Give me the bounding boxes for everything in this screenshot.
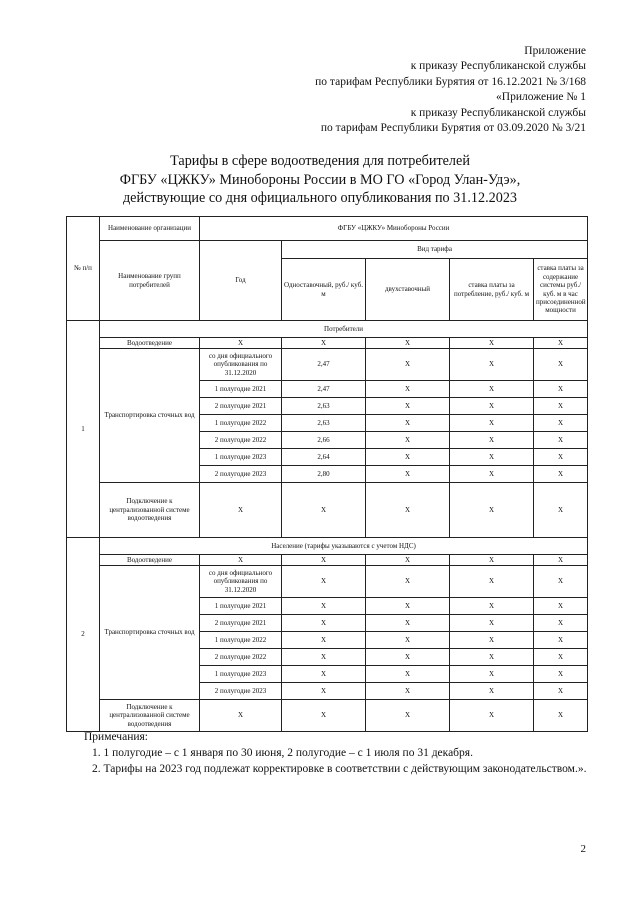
cell-v3: Х bbox=[450, 449, 534, 466]
group-label: Наименование групп потребителей bbox=[100, 241, 200, 321]
cell-v2: Х bbox=[366, 466, 450, 483]
cell-v3: Х bbox=[450, 566, 534, 598]
cell-v3: Х bbox=[450, 683, 534, 700]
cell-v4: Х bbox=[534, 566, 588, 598]
header-line: Приложение bbox=[524, 45, 586, 57]
cell-v1: Х bbox=[282, 700, 366, 732]
cell-v2: Х bbox=[366, 632, 450, 649]
notes-block bbox=[84, 729, 587, 777]
group-name: Транспортировка сточных вод bbox=[100, 566, 200, 700]
cell-v3: Х bbox=[450, 632, 534, 649]
cell-v4: Х bbox=[534, 349, 588, 381]
cell-year: 1 полугодие 2023 bbox=[200, 666, 282, 683]
section-number: 2 bbox=[67, 538, 100, 732]
header-block bbox=[315, 44, 586, 136]
org-label: Наименование организации bbox=[100, 217, 200, 241]
cell-v1: 2,47 bbox=[282, 349, 366, 381]
group-name: Транспортировка сточных вод bbox=[100, 349, 200, 483]
cell-year: со дня официального опубликования по 31.12.2020 bbox=[200, 349, 282, 381]
group-name: Подключение к централизованной системе водоотведения bbox=[100, 483, 200, 538]
cell-v1: 2,47 bbox=[282, 381, 366, 398]
cell-v3: Х bbox=[450, 666, 534, 683]
cell-v2: Х bbox=[366, 649, 450, 666]
cell-year: 2 полугодие 2023 bbox=[200, 683, 282, 700]
cell-v3: Х bbox=[450, 432, 534, 449]
cell-v2: Х bbox=[366, 483, 450, 538]
cell-v4: Х bbox=[534, 415, 588, 432]
cell-v2: Х bbox=[366, 381, 450, 398]
cell-v2: Х bbox=[366, 566, 450, 598]
cell-v3: Х bbox=[450, 338, 534, 349]
cell-v3: Х bbox=[450, 483, 534, 538]
tariff-table bbox=[66, 216, 588, 732]
page-number: 2 bbox=[580, 843, 586, 855]
cell-v3: Х bbox=[450, 349, 534, 381]
cell-v1: Х bbox=[282, 649, 366, 666]
cell-v2: Х bbox=[366, 432, 450, 449]
cell-v2: Х bbox=[366, 449, 450, 466]
cell-v4: Х bbox=[534, 381, 588, 398]
cell-year: Х bbox=[200, 555, 282, 566]
cell-v2: Х bbox=[366, 338, 450, 349]
section-number: 1 bbox=[67, 321, 100, 538]
cell-year: 2 полугодие 2023 bbox=[200, 466, 282, 483]
note-item: 1. 1 полугодие – с 1 января по 30 июня, 2 полугодие – с 1 июля по 31 декабря. bbox=[92, 747, 473, 759]
group-name: Водоотведение bbox=[100, 338, 200, 349]
cell-v4: Х bbox=[534, 598, 588, 615]
header-line: к приказу Республиканской службы bbox=[410, 60, 586, 73]
cell-v4: Х bbox=[534, 666, 588, 683]
cell-v1: 2,64 bbox=[282, 449, 366, 466]
cell-v4: Х bbox=[534, 483, 588, 538]
note-item: 2. Тарифы на 2023 год подлежат корректировке в соответствии с действующим законодательством.». bbox=[92, 763, 587, 775]
cell-v2: Х bbox=[366, 598, 450, 615]
cell-v4: Х bbox=[534, 398, 588, 415]
cell-v1: 2,63 bbox=[282, 415, 366, 432]
section-heading: Потребители bbox=[100, 321, 588, 338]
cell-v4: Х bbox=[534, 449, 588, 466]
cell-year: 2 полугодие 2021 bbox=[200, 615, 282, 632]
cell-v2: Х bbox=[366, 615, 450, 632]
cell-v4: Х bbox=[534, 683, 588, 700]
cell-v1: Х bbox=[282, 683, 366, 700]
year-label: Год bbox=[200, 241, 282, 321]
table-row bbox=[67, 566, 588, 598]
header-line: по тарифам Республики Бурятия от 03.09.2020 № 3/21 bbox=[320, 122, 586, 135]
cell-v3: Х bbox=[450, 415, 534, 432]
cell-v4: Х bbox=[534, 700, 588, 732]
col-rate-consumption: ставка платы за потребление, руб./ куб. м bbox=[450, 259, 534, 321]
cell-v3: Х bbox=[450, 700, 534, 732]
table-row bbox=[67, 483, 588, 538]
cell-v1: Х bbox=[282, 598, 366, 615]
table-row bbox=[67, 338, 588, 349]
title-line: ФГБУ «ЦЖКУ» Минобороны России в МО ГО «Город Улан-Удэ», bbox=[119, 171, 521, 188]
cell-v1: Х bbox=[282, 666, 366, 683]
cell-v4: Х bbox=[534, 632, 588, 649]
cell-v4: Х bbox=[534, 432, 588, 449]
table-row bbox=[67, 700, 588, 732]
cell-v1: Х bbox=[282, 483, 366, 538]
col-one-part: Одноставочный, руб./ куб. м bbox=[282, 259, 366, 321]
group-name: Водоотведение bbox=[100, 555, 200, 566]
cell-v2: Х bbox=[366, 700, 450, 732]
cell-year: Х bbox=[200, 338, 282, 349]
col-rate-maintenance: ставка платы за содержание системы руб./куб. м в час присоединенной мощности bbox=[534, 259, 588, 321]
cell-year: Х bbox=[200, 700, 282, 732]
col-two-part: двухставочный bbox=[366, 259, 450, 321]
title-line: действующие со дня официального опубликования по 31.12.2023 bbox=[122, 190, 518, 206]
cell-year: 2 полугодие 2021 bbox=[200, 398, 282, 415]
cell-year: 1 полугодие 2022 bbox=[200, 415, 282, 432]
cell-v2: Х bbox=[366, 683, 450, 700]
cell-year: 1 полугодие 2021 bbox=[200, 598, 282, 615]
cell-year: со дня официального опубликования по 31.12.2020 bbox=[200, 566, 282, 598]
cell-v2: Х bbox=[366, 398, 450, 415]
cell-v3: Х bbox=[450, 555, 534, 566]
notes-heading: Примечания: bbox=[84, 731, 148, 743]
cell-v2: Х bbox=[366, 555, 450, 566]
col-num-header: № п/п bbox=[67, 217, 100, 321]
cell-v1: Х bbox=[282, 632, 366, 649]
header-line: по тарифам Республики Бурятия от 16.12.2021 № 3/168 bbox=[315, 75, 586, 88]
section-heading: Население (тарифы указываются с учетом НДС) bbox=[100, 538, 588, 555]
org-name: ФГБУ «ЦЖКУ» Минобороны России bbox=[200, 217, 588, 241]
group-name: Подключение к централизованной системе водоотведения bbox=[100, 700, 200, 732]
cell-year: Х bbox=[200, 483, 282, 538]
cell-year: 1 полугодие 2022 bbox=[200, 632, 282, 649]
cell-v1: 2,66 bbox=[282, 432, 366, 449]
cell-v1: Х bbox=[282, 615, 366, 632]
table-row bbox=[67, 349, 588, 381]
cell-v4: Х bbox=[534, 649, 588, 666]
cell-v4: Х bbox=[534, 615, 588, 632]
cell-v3: Х bbox=[450, 649, 534, 666]
cell-v2: Х bbox=[366, 666, 450, 683]
cell-v3: Х bbox=[450, 598, 534, 615]
cell-v3: Х bbox=[450, 615, 534, 632]
cell-v2: Х bbox=[366, 349, 450, 381]
cell-v3: Х bbox=[450, 381, 534, 398]
cell-v1: Х bbox=[282, 555, 366, 566]
cell-v1: 2,80 bbox=[282, 466, 366, 483]
cell-v3: Х bbox=[450, 466, 534, 483]
title-line: Тарифы в сфере водоотведения для потребителей bbox=[170, 153, 470, 169]
cell-year: 1 полугодие 2021 bbox=[200, 381, 282, 398]
cell-v4: Х bbox=[534, 466, 588, 483]
cell-v4: Х bbox=[534, 338, 588, 349]
cell-v4: Х bbox=[534, 555, 588, 566]
cell-year: 1 полугодие 2023 bbox=[200, 449, 282, 466]
cell-v1: 2,63 bbox=[282, 398, 366, 415]
document-title bbox=[0, 152, 640, 208]
cell-v1: Х bbox=[282, 338, 366, 349]
cell-year: 2 полугодие 2022 bbox=[200, 432, 282, 449]
cell-year: 2 полугодие 2022 bbox=[200, 649, 282, 666]
tariff-type-label: Вид тарифа bbox=[282, 241, 588, 259]
cell-v3: Х bbox=[450, 398, 534, 415]
cell-v1: Х bbox=[282, 566, 366, 598]
header-line: к приказу Республиканской службы bbox=[410, 106, 586, 119]
header-line: «Приложение № 1 bbox=[496, 91, 586, 104]
table-row bbox=[67, 555, 588, 566]
cell-v2: Х bbox=[366, 415, 450, 432]
